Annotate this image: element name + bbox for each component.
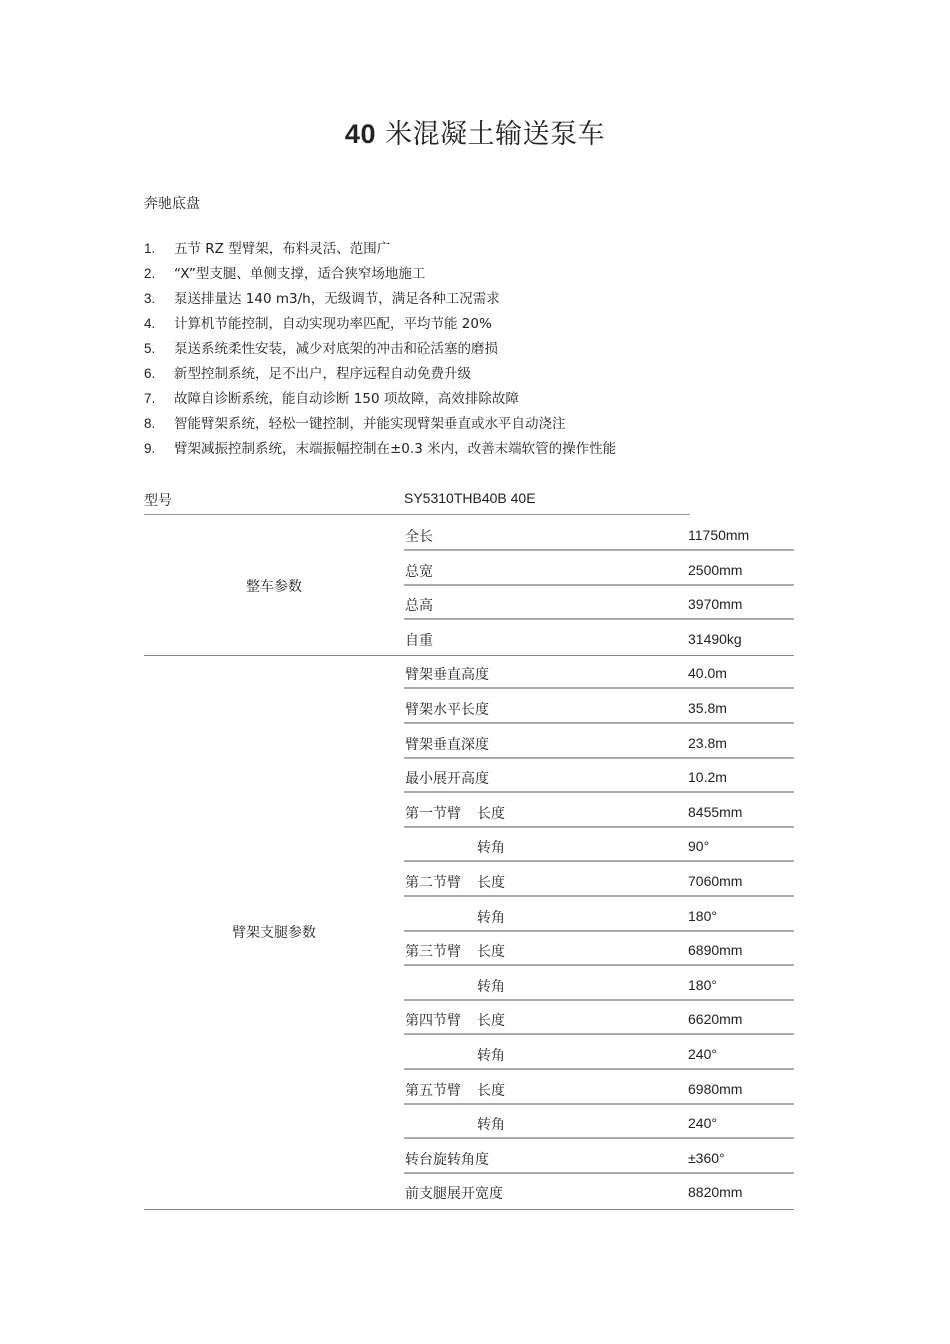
- spec-subkey: 转角: [477, 1048, 505, 1064]
- spec-row: [404, 1036, 794, 1070]
- spec-key: 最小展开高度: [405, 771, 489, 787]
- spec-row: [404, 1001, 794, 1035]
- spec-value: 6620mm: [688, 1011, 743, 1027]
- feature-text: 计算机节能控制，自动实现功率匹配，平均节能 20%: [174, 316, 492, 332]
- spec-value: 180°: [688, 908, 717, 924]
- spec-key: 总高: [405, 598, 433, 614]
- spec-row: [404, 932, 794, 966]
- spec-value: 2500mm: [688, 562, 743, 578]
- spec-value: 8820mm: [688, 1184, 743, 1200]
- spec-key: 第二节臂: [405, 875, 461, 891]
- spec-subkey: 转角: [477, 910, 505, 926]
- feature-list: [144, 240, 616, 465]
- row-divider: [404, 964, 794, 966]
- feature-item: [144, 415, 616, 440]
- feature-number: 3.: [144, 291, 156, 306]
- feature-text: 泵送系统柔性安装，减少对底架的冲击和砼活塞的磨损: [174, 341, 498, 357]
- spec-key: 前支腿展开宽度: [405, 1186, 503, 1202]
- spec-row: [404, 898, 794, 932]
- group-divider: [144, 1209, 794, 1210]
- row-divider: [404, 549, 794, 551]
- row-divider: [404, 1068, 794, 1070]
- row-divider: [404, 860, 794, 862]
- model-divider: [144, 514, 690, 515]
- spec-subkey: 长度: [477, 1013, 505, 1029]
- spec-subkey: 长度: [477, 875, 505, 891]
- spec-value: 23.8m: [688, 735, 727, 751]
- spec-value: 240°: [688, 1046, 717, 1062]
- feature-text: “X”型支腿、单侧支撑，适合狭窄场地施工: [174, 266, 426, 282]
- spec-subkey: 长度: [477, 944, 505, 960]
- feature-number: 7.: [144, 391, 156, 406]
- spec-value: 180°: [688, 977, 717, 993]
- feature-item: [144, 265, 616, 290]
- feature-number: 1.: [144, 241, 156, 256]
- feature-text: 泵送排量达 140 m3/h，无级调节，满足各种工况需求: [174, 291, 500, 307]
- spec-key: 臂架垂直深度: [405, 737, 489, 753]
- row-divider: [404, 895, 794, 897]
- spec-row: [404, 1140, 794, 1174]
- feature-item: [144, 315, 616, 340]
- spec-value: 3970mm: [688, 596, 743, 612]
- spec-row: [404, 1174, 794, 1208]
- spec-row: [404, 725, 794, 759]
- spec-value: 40.0m: [688, 665, 727, 681]
- spec-subkey: 转角: [477, 979, 505, 995]
- title-text: 米混凝土输送泵车: [385, 119, 606, 150]
- feature-item: [144, 340, 616, 365]
- feature-item: [144, 440, 616, 465]
- feature-number: 5.: [144, 341, 156, 356]
- spec-key: 全长: [405, 529, 433, 545]
- spec-row: [404, 759, 794, 793]
- feature-text: 臂架减振控制系统，末端振幅控制在±0.3 米内，改善末端软管的操作性能: [174, 441, 617, 457]
- spec-key: 第三节臂: [405, 944, 461, 960]
- feature-text: 五节 RZ 型臂架，布料灵活、范围广: [174, 241, 391, 257]
- spec-row: [404, 1105, 794, 1139]
- model-value: SY5310THB40B 40E: [404, 490, 536, 506]
- feature-text: 智能臂架系统，轻松一键控制，并能实现臂架垂直或水平自动浇注: [174, 416, 566, 432]
- spec-key: 自重: [405, 633, 433, 649]
- title-number: 40: [344, 119, 376, 149]
- spec-value: 240°: [688, 1115, 717, 1131]
- feature-number: 6.: [144, 366, 156, 381]
- spec-value: 6980mm: [688, 1081, 743, 1097]
- subtitle: 奔驰底盘: [144, 196, 200, 212]
- spec-subkey: 长度: [477, 806, 505, 822]
- row-divider: [404, 791, 794, 793]
- feature-item: [144, 290, 616, 315]
- spec-row: [404, 794, 794, 828]
- feature-item: [144, 390, 616, 415]
- spec-key: 总宽: [405, 564, 433, 580]
- feature-number: 9.: [144, 441, 156, 456]
- spec-key: 第五节臂: [405, 1083, 461, 1099]
- spec-value: 8455mm: [688, 804, 743, 820]
- spec-row: [404, 1071, 794, 1105]
- spec-row: [404, 967, 794, 1001]
- spec-value: 11750mm: [688, 527, 750, 543]
- spec-key: 臂架垂直高度: [405, 667, 489, 683]
- spec-value: ±360°: [688, 1150, 725, 1166]
- spec-value: 31490kg: [688, 631, 742, 647]
- spec-value: 7060mm: [688, 873, 743, 889]
- group-label: 臂架支腿参数: [232, 925, 316, 941]
- spec-key: 第四节臂: [405, 1013, 461, 1029]
- spec-subkey: 转角: [477, 840, 505, 856]
- spec-value: 90°: [688, 838, 710, 854]
- page-title: [0, 112, 950, 151]
- row-divider: [404, 1033, 794, 1035]
- spec-key: 臂架水平长度: [405, 702, 489, 718]
- spec-row: [404, 690, 794, 724]
- spec-row: [404, 586, 794, 620]
- feature-text: 故障自诊断系统，能自动诊断 150 项故障，高效排除故障: [174, 391, 519, 407]
- feature-number: 4.: [144, 316, 156, 331]
- feature-item: [144, 365, 616, 390]
- feature-item: [144, 240, 616, 265]
- row-divider: [404, 722, 794, 724]
- spec-subkey: 转角: [477, 1117, 505, 1133]
- row-divider: [404, 687, 794, 689]
- feature-number: 8.: [144, 416, 156, 431]
- spec-key: 转台旋转角度: [405, 1152, 489, 1168]
- spec-row: [404, 552, 794, 586]
- spec-value: 6890mm: [688, 942, 743, 958]
- spec-row: [404, 621, 794, 655]
- feature-number: 2.: [144, 266, 156, 281]
- row-divider: [404, 1137, 794, 1139]
- spec-value: 10.2m: [688, 769, 727, 785]
- spec-subkey: 长度: [477, 1083, 505, 1099]
- row-divider: [404, 618, 794, 620]
- model-label: 型号: [144, 493, 172, 509]
- spec-row: [404, 863, 794, 897]
- spec-row: [404, 655, 794, 689]
- spec-key: 第一节臂: [405, 806, 461, 822]
- spec-row: [404, 517, 794, 551]
- spec-value: 35.8m: [688, 700, 727, 716]
- group-label: 整车参数: [246, 579, 302, 595]
- feature-text: 新型控制系统，足不出户，程序远程自动免费升级: [174, 366, 471, 382]
- spec-row: [404, 828, 794, 862]
